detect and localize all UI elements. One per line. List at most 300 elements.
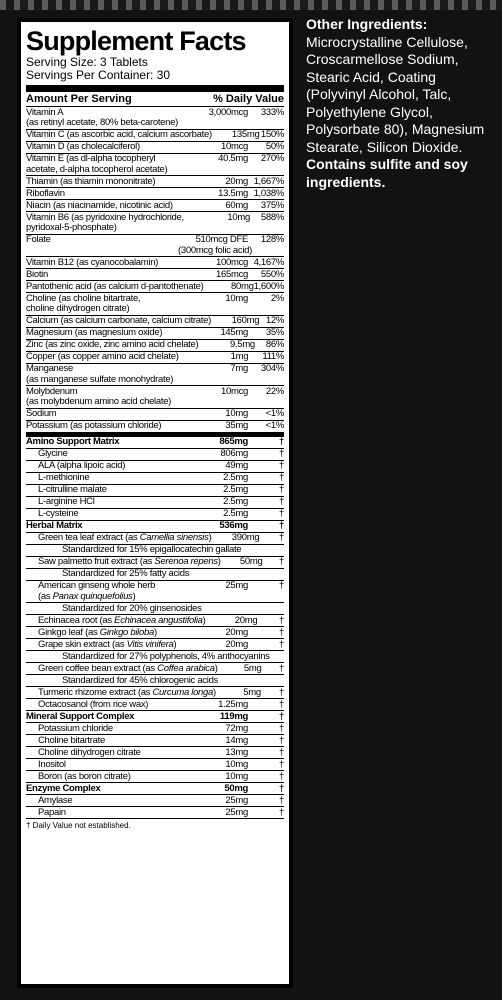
ingredient-daily-value: † <box>279 698 284 710</box>
ingredient-name: American ginseng whole herb <box>38 580 156 591</box>
amount-cell <box>184 213 250 224</box>
ingredient-name-cell <box>26 616 206 627</box>
daily-value: <1% <box>265 420 284 431</box>
amount-cell <box>178 177 248 188</box>
nutrient-row <box>26 200 284 212</box>
ingredient-name-cell <box>26 628 178 639</box>
ingredient-daily-value: † <box>279 460 284 471</box>
ingredient-amount: 25mg <box>225 806 248 818</box>
ingredient-name: Grape skin extract (as <box>38 638 127 650</box>
ingredient-daily-value: † <box>279 580 284 591</box>
ingredient-name-cell <box>26 736 178 747</box>
ingredient-daily-value: † <box>279 556 284 567</box>
ingredient-row <box>26 615 284 627</box>
nutrient-row <box>26 107 284 130</box>
ingredient-name-line <box>38 497 178 508</box>
nutrient-name: Riboflavin <box>26 187 65 199</box>
blend-name: Mineral Support Complex <box>26 710 135 722</box>
amount-cell <box>178 387 248 398</box>
ingredient-name-cell <box>26 509 178 520</box>
ingredient-daily-value: † <box>279 746 284 758</box>
nutrient-amount: 10mg <box>225 408 248 419</box>
amount-cell <box>178 294 248 305</box>
ingredient-name: L-citrulline malate <box>38 484 107 495</box>
ingredient-amount: 2.5mg <box>223 484 248 495</box>
ingredient-daily-value: † <box>279 758 284 770</box>
standardization-row <box>26 675 284 687</box>
nutrient-name: Potassium (as potassium chloride) <box>26 420 162 431</box>
daily-value: 1,667% <box>253 175 284 187</box>
standardization-note: Standardized for 27% polyphenols, 4% anthocyanins <box>62 650 270 662</box>
amount-cell <box>178 234 253 256</box>
nutrient-name-cell <box>26 270 178 281</box>
daily-value: 550% <box>260 268 284 280</box>
standardization-note: Standardized for 15% epigallocatechin gallate <box>62 544 242 555</box>
paren-close: ) <box>208 532 212 543</box>
nutrient-row <box>26 130 284 142</box>
nutrient-amount: 13.5mg <box>218 187 248 199</box>
nutrient-name: Choline (as choline bitartrate, <box>26 292 141 304</box>
ingredient-name-cell <box>26 449 178 460</box>
nutrient-row <box>26 352 284 364</box>
nutrient-name-cell <box>26 340 198 351</box>
ingredient-amount: 2.5mg <box>223 496 248 507</box>
nutrient-name-cell <box>26 201 178 212</box>
amount-cell <box>203 282 253 293</box>
nutrient-row <box>26 235 284 258</box>
ingredient-row <box>26 735 284 747</box>
nutrient-source: (as retinyl acetate, 80% beta-carotene) <box>26 117 178 128</box>
ingredient-name-line <box>38 461 178 472</box>
ingredient-amount: 10mg <box>225 758 248 770</box>
nutrient-row <box>26 409 284 421</box>
nutrient-name: Sodium <box>26 408 57 419</box>
ingredient-amount: 13mg <box>225 746 248 758</box>
nutrient-name-cell <box>26 177 178 188</box>
amount-cell <box>178 108 248 119</box>
ingredient-name-cell <box>26 688 216 699</box>
ingredient-name: Saw palmetto fruit extract (as <box>38 556 155 567</box>
daily-value: 375% <box>260 199 284 211</box>
nutrient-name-cell <box>26 328 178 339</box>
nutrient-name: Zinc (as zinc oxide, zinc amino acid chelate) <box>26 339 199 350</box>
nutrient-amount: 7mg <box>230 363 248 374</box>
nutrient-row <box>26 421 284 433</box>
ingredient-row <box>26 473 284 485</box>
amount-cell <box>178 154 248 165</box>
ingredient-amount: 50mg <box>239 556 263 567</box>
daily-value: 1,600% <box>253 280 284 292</box>
amount-cell <box>212 130 260 141</box>
ingredient-amount: 806mg <box>220 448 248 459</box>
supplement-facts-panel <box>17 18 293 988</box>
nutrient-row <box>26 176 284 188</box>
daily-value: 4,167% <box>253 256 284 268</box>
daily-value: 333% <box>260 106 284 118</box>
nutrient-row <box>26 328 284 340</box>
nutrient-amount: 35mg <box>225 420 248 431</box>
daily-value: 588% <box>260 211 284 223</box>
ingredient-name-cell <box>26 760 178 771</box>
ingredient-name: Green tea leaf extract (as <box>38 532 140 543</box>
ingredient-name: ALA (alpha lipoic acid) <box>38 460 126 471</box>
ingredient-row <box>26 699 284 711</box>
amount-cell <box>178 201 248 212</box>
ingredient-daily-value: † <box>279 626 284 638</box>
nutrient-amount: 145mg <box>220 327 248 338</box>
daily-value: 35% <box>265 327 284 338</box>
latin-name: Serenoa repens <box>154 556 218 567</box>
nutrient-name-cell <box>26 108 178 129</box>
ingredient-name-cell <box>26 461 178 472</box>
amount-cell <box>178 189 248 200</box>
daily-value: 128% <box>260 234 284 245</box>
nutrient-name: Vitamin E (as dl-alpha tocopheryl <box>26 153 156 164</box>
ingredient-name-cell <box>26 724 178 735</box>
nutrient-name: Folate <box>26 234 51 245</box>
nutrient-name-cell <box>26 294 178 315</box>
nutrient-amount: 160mg <box>231 315 260 326</box>
ingredient-name-line <box>38 509 178 520</box>
nutrient-amount: 165mcg <box>216 268 248 280</box>
ingredient-name-cell <box>26 581 178 602</box>
paren-close: ) <box>214 662 218 674</box>
amount-cell <box>198 340 255 351</box>
serving-size: Serving Size: 3 Tablets <box>26 55 148 69</box>
nutrient-name-cell <box>26 421 178 432</box>
nutrient-row <box>26 364 284 387</box>
nutrient-row <box>26 293 284 316</box>
nutrient-row <box>26 281 284 293</box>
nutrient-row <box>26 340 284 352</box>
ingredient-name: Octacosanol (from rice wax) <box>38 698 149 710</box>
ingredient-amount: 25mg <box>225 580 248 591</box>
nutrient-source: choline dihydrogen citrate) <box>26 303 130 314</box>
amount-cell <box>178 364 248 375</box>
ingredient-name-line <box>38 616 206 627</box>
ingredient-name-cell <box>26 700 178 711</box>
ingredient-row <box>26 497 284 509</box>
blend-amount: 50mg <box>224 782 248 794</box>
nutrient-amount-note: (300mcg folic acid) <box>178 244 253 256</box>
nutrient-name: Manganese <box>26 363 73 374</box>
ingredient-name-line <box>38 628 178 639</box>
nutrient-amount: 20mg <box>225 175 248 187</box>
ingredient-name-cell <box>26 772 178 783</box>
standardization-row <box>26 569 284 581</box>
ingredient-row <box>26 533 284 545</box>
ingredient-name: L-methionine <box>38 472 90 483</box>
paren-close: ) <box>132 590 136 602</box>
ingredient-daily-value: † <box>279 770 284 782</box>
daily-value: 111% <box>262 351 284 362</box>
blend-header-row <box>26 783 284 795</box>
nutrient-amount: 135mg <box>231 129 260 140</box>
daily-value: 50% <box>265 141 284 152</box>
nutrient-amount: 510mcg DFE <box>195 234 248 245</box>
ingredient-name: L-arginine HCl <box>38 496 95 507</box>
ingredient-amount: 25mg <box>225 794 248 806</box>
ingredient-row <box>26 759 284 771</box>
ingredient-name: Amylase <box>38 794 73 806</box>
ingredient-name: Ginkgo leaf (as <box>38 626 100 638</box>
daily-value: 270% <box>260 153 284 164</box>
ingredient-name-line <box>38 473 178 484</box>
latin-name: Ginkgo biloba <box>99 626 154 638</box>
ingredient-name-cell <box>26 473 178 484</box>
daily-value: 1,038% <box>253 187 284 199</box>
blend-name: Enzyme Complex <box>26 782 101 794</box>
nutrient-amount: 10mg <box>225 292 248 304</box>
ingredient-amount: 20mg <box>234 614 258 626</box>
nutrient-amount: 80mg <box>231 280 254 292</box>
ingredient-name-line <box>38 449 178 460</box>
amount-cell <box>179 352 249 363</box>
ingredient-amount: 72mg <box>225 722 248 734</box>
standardization-note: Standardized for 20% ginsenosides <box>62 602 202 614</box>
ingredient-amount: 20mg <box>225 626 248 638</box>
latin-name: Camellia sinensis <box>139 532 209 543</box>
blend-header-row <box>26 521 284 533</box>
nutrient-source: pyridoxal-5-phosphate) <box>26 222 117 233</box>
ingredient-row <box>26 807 284 819</box>
daily-value-header: % Daily Value <box>213 93 284 105</box>
ingredient-name-line <box>38 808 178 819</box>
nutrient-name-cell <box>26 282 203 293</box>
latin-name: Coffea arabica <box>157 662 215 674</box>
daily-value: 150% <box>260 129 284 140</box>
standardization-row <box>26 545 284 557</box>
blend-name: Herbal Matrix <box>26 520 83 531</box>
nutrient-amount: 10mcg <box>220 385 248 397</box>
nutrient-name: Vitamin B6 (as pyridoxine hydrochloride, <box>26 211 184 223</box>
nutrient-name: Vitamin C (as ascorbic acid, calcium ascorbate) <box>26 129 212 140</box>
ingredient-name-cell <box>26 533 211 544</box>
blend-daily-value: † <box>279 782 284 794</box>
standardization-note: Standardized for 45% chlorogenic acids <box>62 674 219 686</box>
nutrient-name: Vitamin B12 (as cyanocobalamin) <box>26 256 159 268</box>
ingredient-amount: 49mg <box>225 460 248 471</box>
ingredient-name-line <box>38 772 178 783</box>
blend-amount: 119mg <box>219 710 248 722</box>
amount-per-serving-header: Amount Per Serving <box>26 93 132 105</box>
nutrient-name: Calcium (as calcium carbonate, calcium citrate) <box>26 315 211 326</box>
nutrient-source: acetate, d-alpha tocopherol acetate) <box>26 163 168 175</box>
ingredient-row <box>26 771 284 783</box>
ingredient-name-cell <box>26 497 178 508</box>
nutrient-amount: 9.5mg <box>230 339 255 350</box>
nutrient-name: Niacin (as niacinamide, nicotinic acid) <box>26 199 173 211</box>
ingredient-name-line <box>38 736 178 747</box>
servings-per-container: Servings Per Container: 30 <box>26 68 171 82</box>
ingredient-name: Echinacea root (as <box>38 614 115 626</box>
daily-value: 22% <box>265 385 284 397</box>
ingredient-daily-value: † <box>279 508 284 519</box>
nutrient-name-cell <box>26 364 178 385</box>
ingredient-name-cell <box>26 796 178 807</box>
ingredient-row <box>26 449 284 461</box>
ingredient-row <box>26 663 284 675</box>
amount-cell <box>178 258 248 269</box>
ingredient-daily-value: † <box>279 686 284 698</box>
ingredient-daily-value: † <box>279 614 284 626</box>
nutrient-name-cell <box>26 130 212 141</box>
nutrient-name: Vitamin D (as cholecalciferol) <box>26 141 140 152</box>
nutrient-name-cell <box>26 142 178 153</box>
amount-cell <box>178 142 248 153</box>
ingredient-name-line <box>38 760 178 771</box>
ingredient-row <box>26 795 284 807</box>
nutrient-name-cell <box>26 235 178 246</box>
nutrient-amount: 60mg <box>225 199 248 211</box>
paren-close: ) <box>217 556 221 567</box>
nutrient-name-cell <box>26 387 178 408</box>
ingredient-name: Glycine <box>38 448 68 459</box>
ingredient-row <box>26 723 284 735</box>
ingredient-name: Papain <box>38 806 66 818</box>
daily-value: 86% <box>265 339 284 350</box>
nutrient-row <box>26 154 284 177</box>
nutrient-amount: 40.5mg <box>218 153 248 164</box>
source-prefix: (as <box>38 590 53 602</box>
blend-name: Amino Support Matrix <box>26 436 120 447</box>
blend-daily-value: † <box>279 710 284 722</box>
footnote: † Daily Value not established. <box>26 821 131 830</box>
ingredient-row <box>26 627 284 639</box>
ingredient-daily-value: † <box>279 806 284 818</box>
amount-cell <box>211 316 259 327</box>
nutrient-name-cell <box>26 352 179 363</box>
ingredient-amount: 20mg <box>225 638 248 650</box>
nutrient-name: Biotin <box>26 268 48 280</box>
ingredient-row <box>26 485 284 497</box>
ingredient-name-cell <box>26 664 218 675</box>
ingredient-daily-value: † <box>279 448 284 459</box>
ingredient-amount: 10mg <box>225 770 248 782</box>
thick-divider <box>26 85 284 92</box>
ingredient-name-line <box>38 664 218 675</box>
latin-name: Panax quinquefolius <box>52 590 133 602</box>
nutrient-name-cell <box>26 189 178 200</box>
ingredient-row <box>26 461 284 473</box>
ingredient-name-line <box>38 700 178 711</box>
ingredient-row <box>26 747 284 759</box>
ingredient-amount: 14mg <box>225 734 248 746</box>
ingredient-name: Choline dihydrogen citrate <box>38 746 141 758</box>
ingredient-name-line <box>38 748 178 759</box>
nutrient-row <box>26 257 284 269</box>
ingredient-daily-value: † <box>279 662 284 674</box>
ingredient-amount: 1.25mg <box>218 698 248 710</box>
daily-value: 12% <box>265 315 284 326</box>
amount-cell <box>178 328 248 339</box>
ingredient-row <box>26 581 284 604</box>
nutrient-name: Thiamin (as thiamin mononitrate) <box>26 175 156 187</box>
other-ingredients <box>306 16 496 191</box>
nutrient-amount: 1mg <box>230 351 249 362</box>
vitamins-section <box>26 107 284 433</box>
ingredient-daily-value: † <box>279 484 284 495</box>
blends-section <box>26 437 284 820</box>
nutrient-name: Molybdenum <box>26 385 78 397</box>
ingredient-name-cell <box>26 557 221 568</box>
nutrient-amount: 100mcg <box>216 256 248 268</box>
ingredient-amount: 2.5mg <box>223 472 248 483</box>
ingredient-name-cell <box>26 485 178 496</box>
ingredient-daily-value: † <box>279 472 284 483</box>
nutrient-name-cell <box>26 409 178 420</box>
ingredient-name: Potassium chloride <box>38 722 113 734</box>
other-ingredients-text: Microcrystalline Cellulose, Croscarmellose Sodium, Stearic Acid, Coating (Polyvinyl Alcohol, Talc, Polyethylene Glycol, Polysorbate 80), Magnesium Stearate, Silicon Dioxide. <box>306 33 485 155</box>
ingredient-name-line <box>38 688 216 699</box>
nutrient-row <box>26 188 284 200</box>
nutrient-row <box>26 386 284 409</box>
paren-close: ) <box>213 686 216 698</box>
nutrient-name: Magnesium (as magnesium oxide) <box>26 327 163 338</box>
ingredient-name: Choline bitartrate <box>38 734 105 746</box>
paren-close: ) <box>173 638 177 650</box>
ingredient-name-line <box>38 640 178 651</box>
nutrient-name-cell <box>26 258 178 269</box>
daily-value: <1% <box>265 408 284 419</box>
daily-value: 2% <box>270 292 284 304</box>
nutrient-source: (as molybdenum amino acid chelate) <box>26 396 172 407</box>
blend-amount: 865mg <box>219 436 248 447</box>
ingredient-name: Green coffee bean extract (as <box>38 662 158 674</box>
latin-name: Echinacea angustifolia <box>114 614 203 626</box>
ingredient-row <box>26 687 284 699</box>
ingredient-name-line <box>38 485 178 496</box>
ingredient-name-line <box>38 533 211 544</box>
ingredient-name: Turmeric rhizome extract (as <box>38 686 153 698</box>
latin-name: Vitis vinifera <box>126 638 174 650</box>
blend-daily-value: † <box>279 520 284 531</box>
ingredient-name: Boron (as boron citrate) <box>38 770 131 782</box>
allergen-warning: Contains sulfite and soy ingredients. <box>306 156 468 190</box>
ingredient-daily-value: † <box>279 722 284 734</box>
blend-daily-value: † <box>279 436 284 447</box>
ingredient-daily-value: † <box>279 532 284 543</box>
paren-close: ) <box>153 626 157 638</box>
daily-value: 304% <box>260 363 284 374</box>
ingredient-amount: 390mg <box>231 532 260 543</box>
blend-amount: 536mg <box>219 520 248 531</box>
ingredient-name: Inositol <box>38 758 66 770</box>
ingredient-amount: 5mg <box>243 662 262 674</box>
blend-header-row <box>26 711 284 723</box>
nutrient-name: Vitamin A <box>26 106 64 118</box>
nutrient-source: (as manganese sulfate monohydrate) <box>26 373 174 385</box>
nutrient-row <box>26 212 284 235</box>
standardization-row <box>26 651 284 663</box>
nutrient-amount: 3,000mcg <box>208 106 248 118</box>
ingredient-name: L-cysteine <box>38 508 79 519</box>
nutrient-amount: 10mcg <box>220 141 248 152</box>
nutrient-amount: 10mg <box>227 211 250 223</box>
ingredient-source-line <box>38 592 178 603</box>
nutrient-name-cell <box>26 213 184 234</box>
ingredient-name-cell <box>26 748 178 759</box>
nutrient-row <box>26 316 284 328</box>
ingredient-row <box>26 557 284 569</box>
blend-header-row <box>26 437 284 449</box>
ingredient-amount: 5mg <box>243 686 261 698</box>
ingredient-amount: 2.5mg <box>223 508 248 519</box>
nutrient-row <box>26 142 284 154</box>
amount-cell <box>178 421 248 432</box>
ingredient-daily-value: † <box>279 496 284 507</box>
top-decorative-strip <box>0 0 502 10</box>
